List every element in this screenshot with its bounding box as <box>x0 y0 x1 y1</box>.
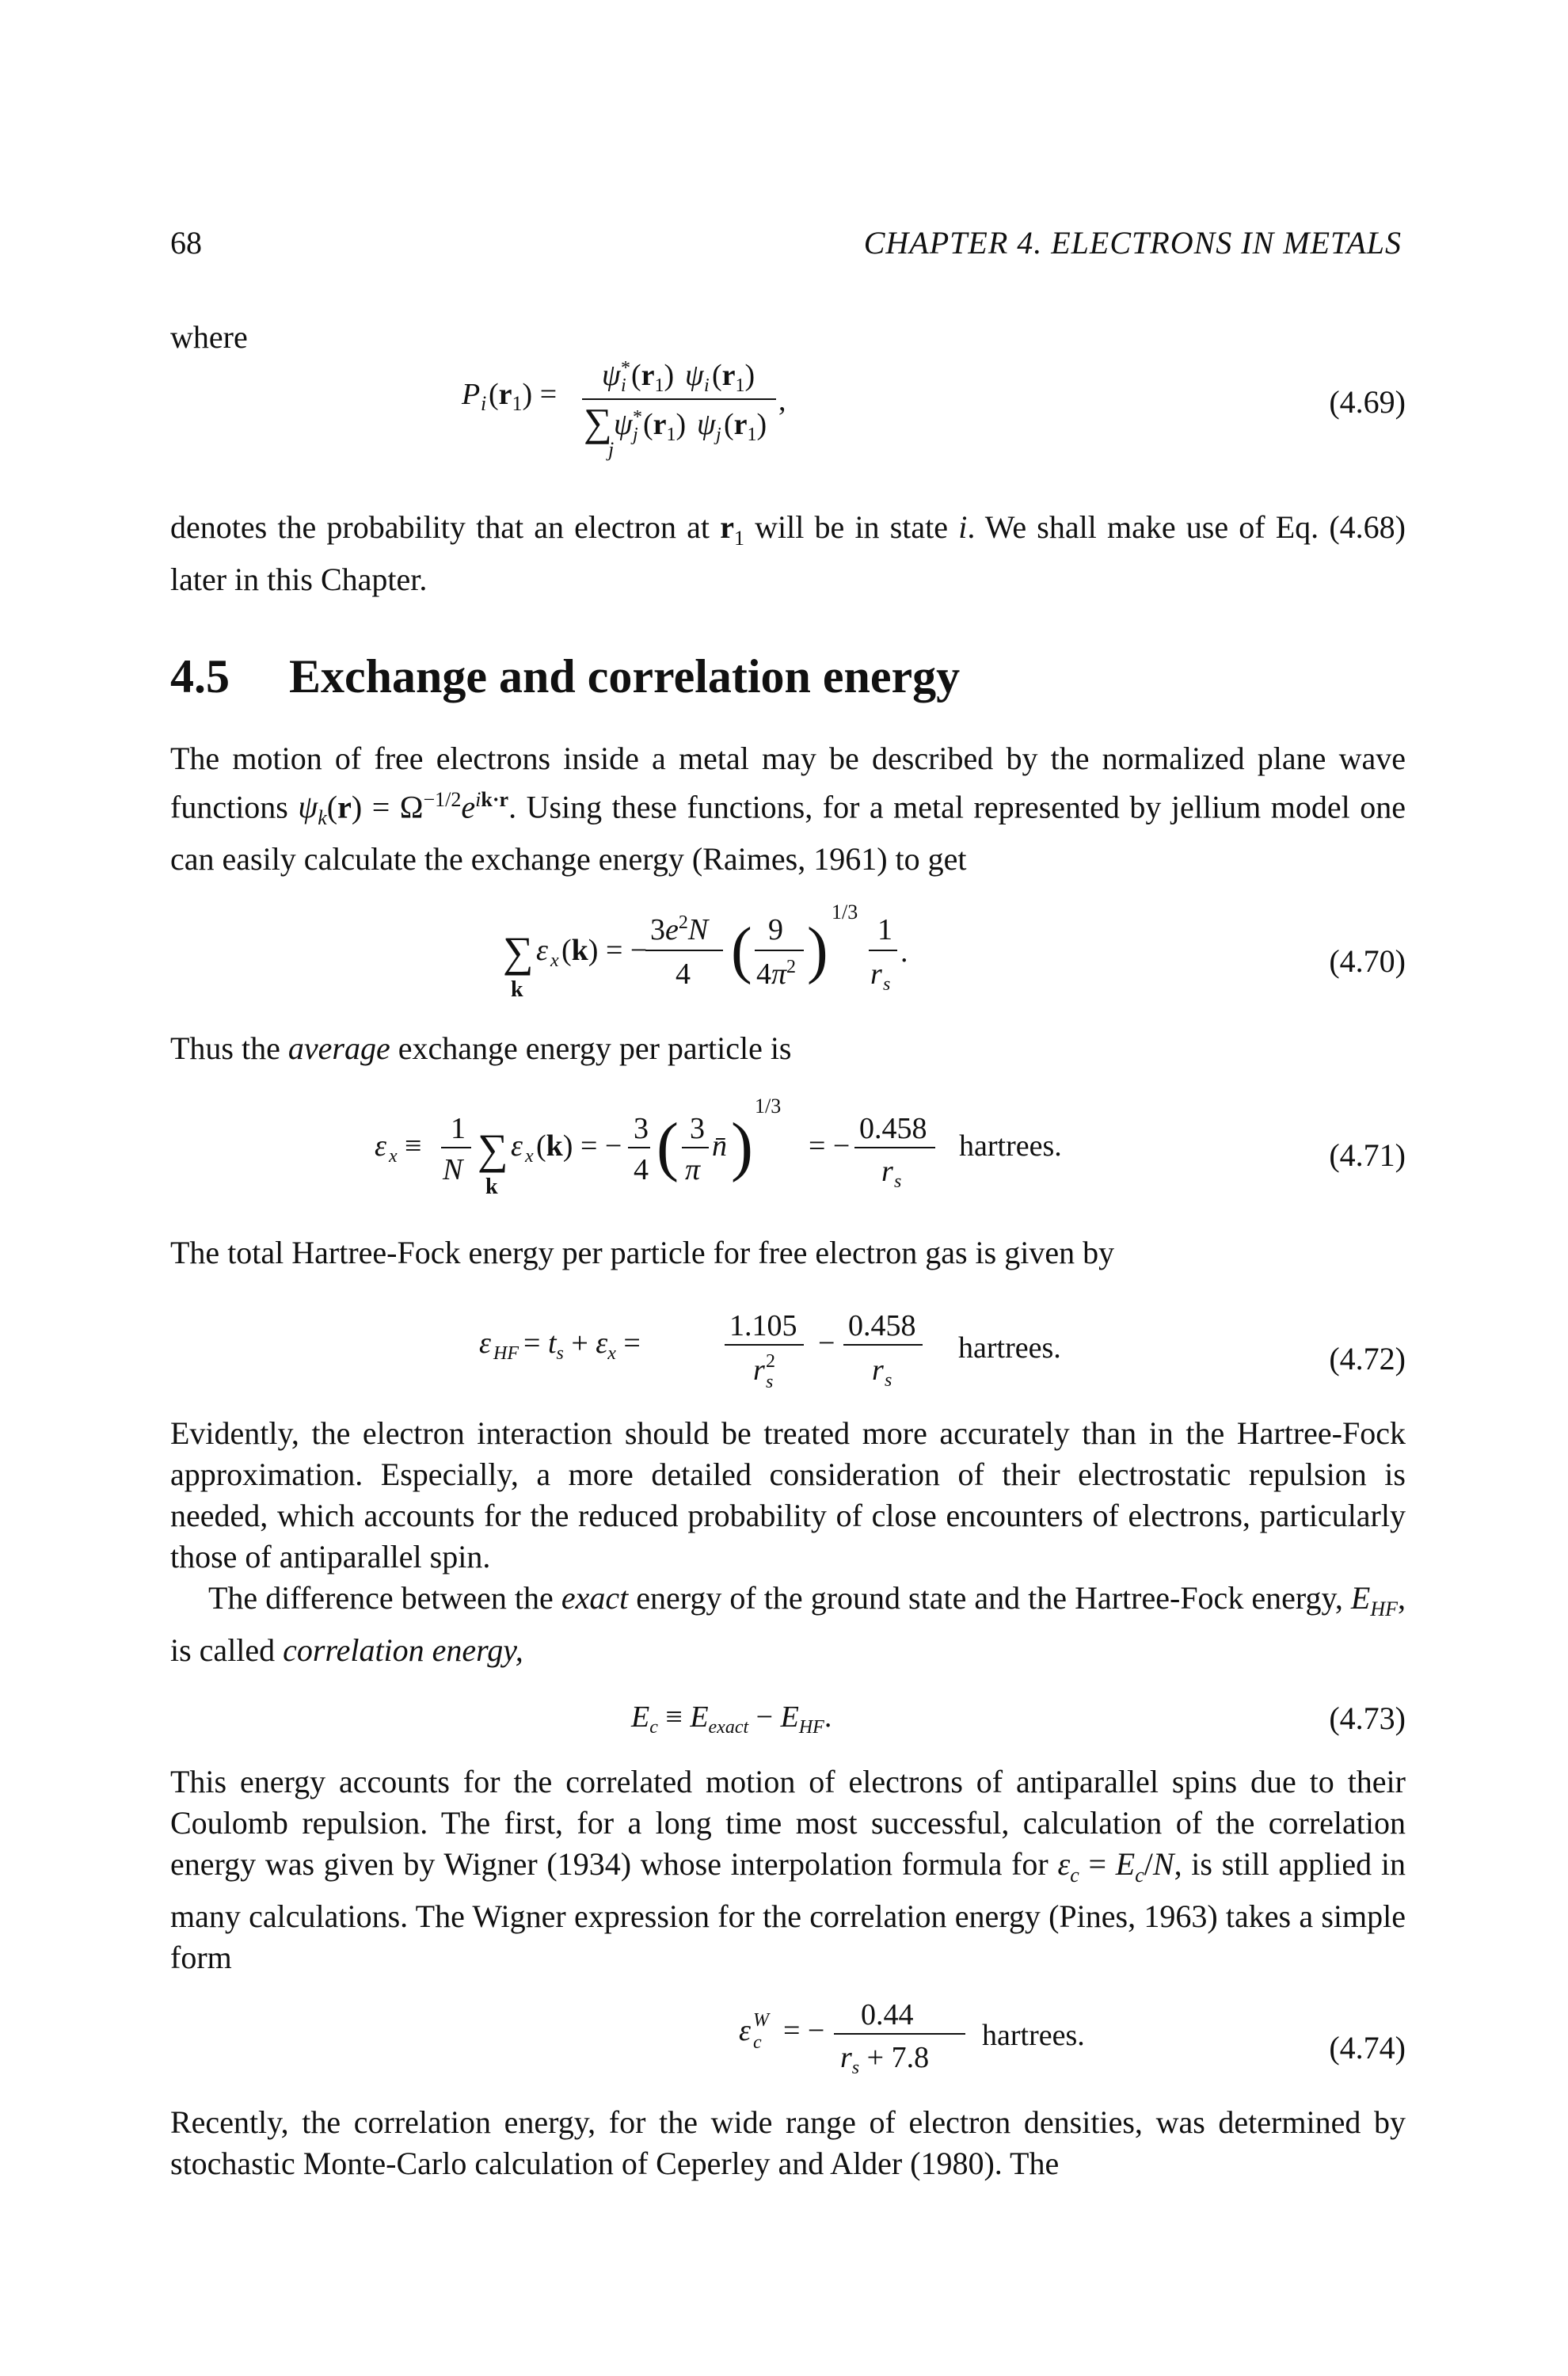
svg-text:n̄: n̄ <box>712 1129 727 1163</box>
svg-text:4π2: $4\pi^2$ <box>756 957 797 991</box>
svg-text:(: ( <box>657 1110 679 1183</box>
equation-number-4-72: (4.72) <box>1329 1341 1406 1376</box>
state-i-symbol: i <box>958 509 968 545</box>
svg-text:(r1): $(r_1)$ <box>712 359 755 396</box>
unit-hartrees-4-74: hartrees. <box>982 2019 1085 2052</box>
equation-4-70-formula <box>170 895 962 1006</box>
equation-4-74 <box>170 1990 1406 2077</box>
paragraph-difference-term: correlation energy, <box>283 1632 523 1668</box>
svg-text:ε: ε <box>739 2014 751 2047</box>
svg-text:ψ: ψ <box>614 408 633 441</box>
svg-text:*: * <box>633 407 642 428</box>
svg-text:i: i <box>704 375 710 396</box>
svg-text:r: r <box>753 1354 765 1387</box>
svg-text:(k) = −: (k) = − <box>561 934 648 967</box>
paragraph-probability-text-b: will be in state <box>744 509 959 545</box>
svg-text:(r1): $(r_1)$ <box>724 408 767 445</box>
svg-text:4: 4 <box>676 958 691 991</box>
paragraph-hartree-fock: The total Hartree-Fock energy per particle for free electron gas is given by <box>170 1235 1115 1270</box>
wigner-constant: 7.8 <box>891 2041 930 2074</box>
section-number: 4.5 <box>170 650 230 703</box>
svg-text:ψ: ψ <box>697 408 716 441</box>
paragraph-average <box>170 1028 1406 1069</box>
svg-text:3: 3 <box>634 1112 649 1145</box>
svg-text:s: s <box>766 1372 774 1392</box>
svg-text:x: x <box>550 950 559 971</box>
svg-text:N: N <box>443 1153 463 1186</box>
svg-text:(r1): $(r_1)$ <box>643 408 687 445</box>
section-heading <box>170 649 960 704</box>
paragraph-difference-exact: exact <box>561 1580 629 1616</box>
svg-text:x: x <box>525 1146 534 1167</box>
equation-4-72-formula <box>170 1291 1061 1394</box>
svg-text:9: 9 <box>768 913 783 946</box>
svg-text:1: 1 <box>451 1112 466 1145</box>
svg-text:k: k <box>511 977 523 1002</box>
unit-hartrees-4-72: hartrees. <box>958 1331 1061 1365</box>
paragraph-difference: The difference between the exact energy of the ground state and the Hartree-Fock energy, $E_{HF}$, is called correlation energy, <box>170 1580 1406 1668</box>
svg-text:≡: ≡ <box>405 1129 422 1163</box>
svg-text:1/3: 1/3 <box>832 901 858 923</box>
svg-text:= −: = − <box>783 2014 825 2047</box>
equation-4-73 <box>170 1689 1406 1744</box>
svg-text:−: − <box>818 1327 835 1360</box>
svg-text:): ) <box>807 916 828 985</box>
exchange-coefficient-4-72: 0.458 <box>848 1309 916 1342</box>
svg-text:j: j <box>716 425 721 445</box>
equation-4-69 <box>170 339 1406 461</box>
equation-4-74-formula <box>170 1990 1085 2078</box>
page-number: 68 <box>170 225 202 261</box>
svg-text:(r1): $(r_1)$ <box>631 359 675 396</box>
equation-number-4-69: (4.69) <box>1329 384 1406 420</box>
svg-text:∑: ∑ <box>478 1125 508 1173</box>
svg-text:r: r <box>870 958 882 991</box>
paragraph-average-text-c: exchange energy per particle is <box>390 1030 792 1066</box>
wigner-numerator: 0.44 <box>861 1998 914 2031</box>
equation-4-70 <box>170 895 1406 1006</box>
equation-4-73-formula <box>170 1689 962 1744</box>
paragraph-difference-text-d: , is called <box>170 1580 1406 1668</box>
svg-text:W: W <box>753 2010 769 2031</box>
paragraph-plane-waves: The motion of free electrons inside a metal may be described by the normalized plane wave functions $\psi_k(r) = \Omega^{-1/2}e^{ik\cdot r}$. Using these functions, for a metal represented by jellium model one can easily calculate the exchange energy (Raimes, 1961) to get <box>170 741 1406 878</box>
paragraph-evidently: Evidently, the electron interaction should be treated more accurately than in the Hartree-Fock approximation. Especially, a more detailed consideration of their electrostatic repulsion is needed, which accounts for the reduced probability of close encounters of electrons, particularly those of antiparallel spin. <box>170 1415 1406 1574</box>
svg-text:s: s <box>883 974 891 995</box>
svg-text:ε: ε <box>536 934 548 967</box>
svg-text:2: 2 <box>766 1351 775 1372</box>
svg-text:ψ: ψ <box>685 359 704 392</box>
equation-number-4-74: (4.74) <box>1329 2030 1406 2066</box>
svg-text:(: ( <box>731 916 752 985</box>
paragraph-probability: denotes the probability that an electron at $r_1$ will be in state i. We shall make use of Eq. (4.68) later in this Chapter. <box>170 509 1406 597</box>
svg-text:i: i <box>621 375 626 396</box>
svg-text:k: k <box>485 1175 498 1199</box>
kinetic-coefficient: 1.105 <box>729 1309 797 1342</box>
svg-text:c: c <box>753 2032 762 2053</box>
paragraph-wigner-text-b: , is still applied in many calculations. The Wigner expression for the correlation energy (Pines, 1963) takes a simple form <box>170 1846 1406 1975</box>
svg-text:,: , <box>778 384 786 417</box>
paragraph-where: where <box>170 319 248 355</box>
equation-number-4-70: (4.70) <box>1329 943 1406 979</box>
svg-text:j: j <box>608 438 615 461</box>
svg-text:ε: ε <box>479 1327 491 1360</box>
svg-text:s: s <box>885 1370 892 1391</box>
equation-number-4-73: (4.73) <box>1329 1700 1406 1736</box>
svg-text:*: * <box>621 358 630 379</box>
svg-text:π: π <box>685 1153 701 1186</box>
svg-text:= −: = − <box>809 1129 851 1163</box>
paragraph-wigner-text-a: This energy accounts for the correlated motion of electrons of antiparallel spins due to their Coulomb repulsion. The first, for a long time most successful, calculation of the correlation energy was given by Wigner (1934) whose interpolation formula for <box>170 1764 1406 1882</box>
equation-4-69-formula <box>170 339 962 461</box>
svg-text:i: i <box>481 392 487 415</box>
svg-text:j: j <box>633 425 638 445</box>
equation-4-71 <box>170 1089 1406 1208</box>
section-title: Exchange and correlation energy <box>289 650 961 703</box>
svg-text:3: 3 <box>690 1112 705 1145</box>
paragraph-probability-text-a: denotes the probability that an electron at <box>170 509 721 545</box>
equation-4-71-formula <box>170 1089 1062 1208</box>
paragraph-probability-text-c: . We shall make use of Eq. (4.68) later in this Chapter. <box>170 509 1406 597</box>
paragraph-recently: Recently, the correlation energy, for the wide range of electron densities, was determined by stochastic Monte-Carlo calculation of Ceperley and Alder (1980). The <box>170 2104 1406 2181</box>
svg-text:ε: ε <box>375 1129 386 1163</box>
svg-text:3e2N: $3e^2N$ <box>650 912 709 946</box>
svg-text:x: x <box>389 1146 398 1167</box>
svg-text:∑: ∑ <box>584 400 612 444</box>
svg-text:1: 1 <box>877 913 892 946</box>
svg-text:): ) <box>731 1110 753 1183</box>
paragraph-wigner: This energy accounts for the correlated motion of electrons of antiparallel spins due to their Coulomb repulsion. The first, for a long time most successful, calculation of the correlation energy was given by Wigner (1934) whose interpolation formula for $\varepsilon_c = E_c/N$, is still applied in many calculations. The Wigner expression for the correlation energy (Pines, 1963) takes a simple form <box>170 1764 1406 1975</box>
svg-text:P: P <box>462 378 481 411</box>
paragraph-difference-text-c: energy of the ground state and the Hartree-Fock energy, <box>628 1580 1351 1616</box>
equation-4-72 <box>170 1291 1406 1394</box>
exchange-coefficient: 0.458 <box>859 1112 927 1145</box>
svg-text:4: 4 <box>634 1153 649 1186</box>
svg-text:ψ: ψ <box>602 359 621 392</box>
svg-text:(k) = −: (k) = − <box>536 1129 622 1163</box>
unit-hartrees-4-71: hartrees. <box>959 1129 1062 1163</box>
svg-text:HF: HF <box>493 1343 519 1364</box>
r1-symbol: r <box>720 509 734 545</box>
chapter-title: CHAPTER 4. ELECTRONS IN METALS <box>863 225 1402 261</box>
paragraph-difference-text-a: The difference between the <box>208 1580 561 1616</box>
svg-text:r: r <box>881 1155 893 1188</box>
svg-text:r: r <box>872 1354 884 1387</box>
svg-text:Ec ≡ Eexact − EHF.: $E_c \equiv E_{exact} - E_{HF}$. <box>631 1700 832 1738</box>
paragraph-plane-waves-text-a: The motion of free electrons inside a metal may be described by the normalized plane wave functions <box>170 741 1406 825</box>
paragraph-average-emphasis: average <box>287 1030 390 1066</box>
svg-text:ε: ε <box>511 1129 523 1163</box>
svg-text:rs + 7.8: $r_s + 7.8$ <box>840 2041 930 2078</box>
svg-text:1/3: 1/3 <box>755 1095 782 1118</box>
svg-text:s: s <box>894 1171 902 1192</box>
equation-number-4-71: (4.71) <box>1329 1137 1406 1173</box>
svg-text:= ts + εx =: = $t_s + \varepsilon_x$ = <box>523 1327 641 1364</box>
svg-text:.: . <box>900 935 908 969</box>
svg-text:(r1) =: $(r_1)$ = <box>489 378 558 415</box>
svg-text:∑: ∑ <box>503 928 534 976</box>
paragraph-plane-waves-text-b: . Using these functions, for a metal represented by jellium model one can easily calculate the exchange energy (Raimes, 1961) to get <box>170 789 1406 878</box>
paragraph-average-text-a: Thus the <box>170 1030 288 1066</box>
